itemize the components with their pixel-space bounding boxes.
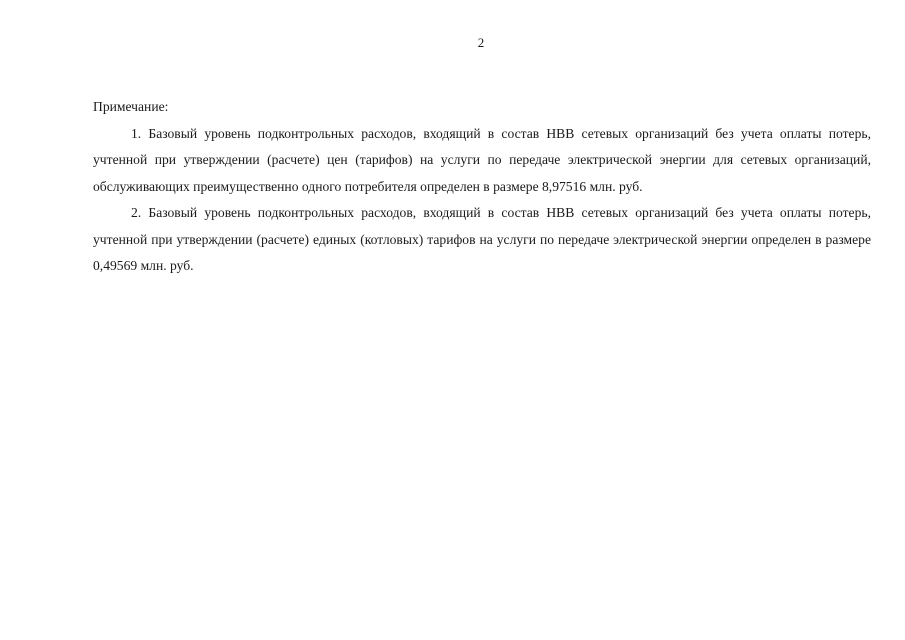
note-item-1: 1. Базовый уровень подконтрольных расходов, входящий в состав НВВ сетевых организаций без учета оплаты потерь, учтенной при утверждении (расчете) цен (тарифов) на услуги по передаче электрической энергии для сетевых организаций, обслуживающих преимущественно одного потребителя определен в размере 8,97516 млн. руб.: [93, 125, 871, 194]
note-heading: Примечание:: [93, 99, 169, 114]
page-number: 2: [477, 35, 485, 50]
note-item-2: 2. Базовый уровень подконтрольных расходов, входящий в состав НВВ сетевых организаций без учета оплаты потерь, учтенной при утверждении (расчете) единых (котловых) тарифов на услуги по передаче электрической энергии определен в размере 0,49569 млн. руб.: [93, 205, 871, 273]
note-section: [93, 94, 871, 280]
